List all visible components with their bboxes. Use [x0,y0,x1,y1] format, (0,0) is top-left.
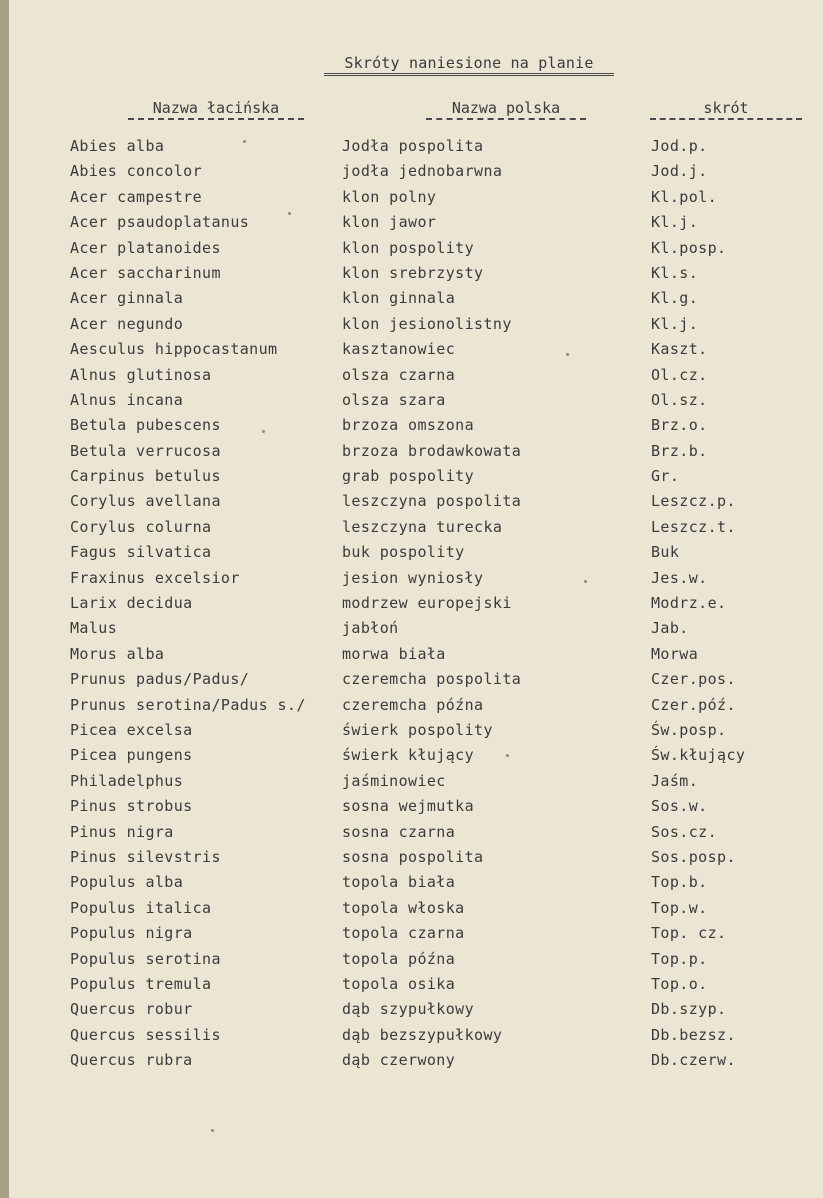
table-row [0,848,823,873]
table-row [0,366,823,391]
abbreviation-cell: Buk [651,543,680,562]
table-row [0,899,823,924]
polish-name-cell: sosna czarna [342,822,456,841]
table-row [0,721,823,746]
abbreviation-cell: Kl.g. [651,289,699,308]
abbreviation-cell: Kl.posp. [651,238,727,257]
polish-name-cell: Jodła pospolita [342,137,484,155]
latin-name-cell: Larix decidua [70,594,193,613]
table-row [0,391,823,416]
table-row [0,594,823,619]
latin-name-cell: Malus [70,619,118,638]
latin-name-cell: Picea pungens [70,746,193,765]
latin-name-cell: Corylus avellana [70,492,221,511]
abbreviation-cell: Kaszt. [651,340,708,359]
document-title [324,54,614,76]
table-row [0,543,823,568]
polish-name-cell: sosna pospolita [342,847,484,866]
header-latin-name-text: Nazwa łacińska [152,99,280,117]
polish-name-cell: sosna wejmutka [342,797,475,816]
latin-name-cell: Acer platanoides [70,238,221,257]
abbreviation-cell: Św.kłujący [651,746,746,765]
latin-name-cell: Carpinus betulus [70,467,221,486]
table-row [0,975,823,1000]
abbreviation-cell: Db.czerw. [651,1051,736,1070]
latin-name-cell: Populus alba [70,873,184,892]
abbreviation-cell: Sos.w. [651,797,708,816]
polish-name-cell: brzoza brodawkowata [342,441,522,460]
table-row [0,645,823,670]
latin-name-cell: Populus nigra [70,924,193,943]
table-row [0,416,823,441]
latin-name-cell: Abies alba [70,137,165,155]
polish-name-cell: czeremcha pospolita [342,670,522,689]
table-row [0,873,823,898]
paper-speck [262,430,265,433]
latin-name-cell: Prunus serotina/Padus s./ [70,695,306,714]
abbreviation-cell: Jes.w. [651,568,708,587]
abbreviation-cell: Ol.cz. [651,365,708,384]
table-row [0,1026,823,1051]
abbreviation-cell: Kl.pol. [651,187,718,206]
abbreviation-cell: Sos.cz. [651,822,718,841]
polish-name-cell: buk pospolity [342,543,465,562]
abbreviation-cell: Św.posp. [651,720,727,739]
polish-name-cell: topola późna [342,949,456,968]
latin-name-cell: Populus italica [70,898,212,917]
polish-name-cell: klon pospolity [342,238,475,257]
polish-name-cell: świerk pospolity [342,720,493,739]
polish-name-cell: topola czarna [342,924,465,943]
polish-name-cell: grab pospolity [342,467,475,486]
abbreviation-cell: Czer.pos. [651,670,736,689]
latin-name-cell: Quercus sessilis [70,1025,221,1044]
table-row [0,340,823,365]
abbreviation-cell: Db.szyp. [651,1000,727,1019]
abbreviation-cell: Brz.o. [651,416,708,435]
latin-name-cell: Philadelphus [70,771,184,790]
paper-speck [584,580,587,583]
header-latin-underline [128,118,304,120]
polish-name-cell: topola osika [342,974,456,993]
polish-name-cell: klon srebrzysty [342,263,484,282]
polish-name-cell: jesion wyniosły [342,568,484,587]
polish-name-cell: jabłoń [342,619,399,638]
title-underline [324,73,614,76]
polish-name-cell: dąb czerwony [342,1051,456,1070]
abbreviation-cell: Top.w. [651,898,708,917]
abbreviation-cell: Gr. [651,467,680,486]
table-row [0,569,823,594]
polish-name-cell: klon polny [342,187,437,206]
paper-speck [506,754,509,757]
abbreviation-cell: Czer.póź. [651,695,736,714]
latin-name-cell: Aesculus hippocastanum [70,340,278,359]
latin-name-cell: Quercus rubra [70,1051,193,1070]
abbreviation-cell: Brz.b. [651,441,708,460]
header-polish-underline [426,118,586,120]
latin-name-cell: Acer ginnala [70,289,184,308]
abbreviation-cell: Morwa [651,644,699,663]
latin-name-cell: Pinus strobus [70,797,193,816]
table-row [0,1051,823,1076]
latin-name-cell: Corylus colurna [70,517,212,536]
paper-speck [566,353,569,356]
polish-name-cell: brzoza omszona [342,416,475,435]
latin-name-cell: Pinus silevstris [70,847,221,866]
polish-name-cell: klon jesionolistny [342,314,512,333]
polish-name-cell: modrzew europejski [342,594,512,613]
table-row [0,670,823,695]
latin-name-cell: Betula verrucosa [70,441,221,460]
paper-speck [211,1129,214,1132]
table-row [0,518,823,543]
latin-name-cell: Fagus silvatica [70,543,212,562]
polish-name-cell: leszczyna pospolita [342,492,522,511]
latin-name-cell: Abies concolor [70,162,203,181]
polish-name-cell: dąb bezszypułkowy [342,1025,503,1044]
abbreviation-cell: Jod.p. [651,137,708,155]
header-polish-name-text: Nazwa polska [451,99,561,117]
header-abbreviation-underline [650,118,802,120]
latin-name-cell: Acer psaudoplatanus [70,213,250,232]
polish-name-cell: leszczyna turecka [342,517,503,536]
species-table [0,137,823,1076]
latin-name-cell: Quercus robur [70,1000,193,1019]
table-row [0,239,823,264]
abbreviation-cell: Leszcz.p. [651,492,736,511]
header-latin-name [128,99,304,120]
table-row [0,1000,823,1025]
header-abbreviation-text: skrót [703,99,749,117]
table-row [0,950,823,975]
table-row [0,188,823,213]
polish-name-cell: jodła jednobarwna [342,162,503,181]
polish-name-cell: świerk kłujący [342,746,475,765]
table-row [0,162,823,187]
abbreviation-cell: Top.b. [651,873,708,892]
abbreviation-cell: Jaśm. [651,771,699,790]
latin-name-cell: Acer campestre [70,187,203,206]
abbreviation-cell: Kl.j. [651,213,699,232]
abbreviation-cell: Kl.s. [651,263,699,282]
table-row [0,797,823,822]
table-row [0,619,823,644]
latin-name-cell: Morus alba [70,644,165,663]
abbreviation-cell: Top.p. [651,949,708,968]
table-row [0,467,823,492]
polish-name-cell: topola biała [342,873,456,892]
table-row [0,315,823,340]
abbreviation-cell: Modrz.e. [651,594,727,613]
header-polish-name [426,99,586,120]
table-row [0,823,823,848]
latin-name-cell: Acer saccharinum [70,263,221,282]
abbreviation-cell: Sos.posp. [651,847,736,866]
polish-name-cell: olsza szara [342,390,446,409]
latin-name-cell: Prunus padus/Padus/ [70,670,250,689]
polish-name-cell: kasztanowiec [342,340,456,359]
abbreviation-cell: Jod.j. [651,162,708,181]
abbreviation-cell: Jab. [651,619,689,638]
polish-name-cell: czeremcha późna [342,695,484,714]
latin-name-cell: Picea excelsa [70,720,193,739]
table-row [0,772,823,797]
latin-name-cell: Alnus incana [70,390,184,409]
polish-name-cell: dąb szypułkowy [342,1000,475,1019]
latin-name-cell: Fraxinus excelsior [70,568,240,587]
latin-name-cell: Populus serotina [70,949,221,968]
table-row [0,442,823,467]
polish-name-cell: klon jawor [342,213,437,232]
table-row [0,492,823,517]
latin-name-cell: Betula pubescens [70,416,221,435]
abbreviation-cell: Top. cz. [651,924,727,943]
document-title-text: Skróty naniesione na planie [344,54,594,72]
polish-name-cell: morwa biała [342,644,446,663]
table-row [0,137,823,162]
table-row [0,924,823,949]
latin-name-cell: Acer negundo [70,314,184,333]
abbreviation-cell: Top.o. [651,974,708,993]
abbreviation-cell: Ol.sz. [651,390,708,409]
polish-name-cell: olsza czarna [342,365,456,384]
paper-speck [243,140,246,143]
table-row [0,289,823,314]
latin-name-cell: Pinus nigra [70,822,174,841]
polish-name-cell: topola włoska [342,898,465,917]
table-row [0,213,823,238]
abbreviation-cell: Leszcz.t. [651,517,736,536]
paper-speck [288,212,291,215]
table-row [0,696,823,721]
table-row [0,264,823,289]
latin-name-cell: Populus tremula [70,974,212,993]
table-row [0,746,823,771]
abbreviation-cell: Db.bezsz. [651,1025,736,1044]
abbreviation-cell: Kl.j. [651,314,699,333]
latin-name-cell: Alnus glutinosa [70,365,212,384]
header-abbreviation [650,99,802,120]
polish-name-cell: klon ginnala [342,289,456,308]
polish-name-cell: jaśminowiec [342,771,446,790]
